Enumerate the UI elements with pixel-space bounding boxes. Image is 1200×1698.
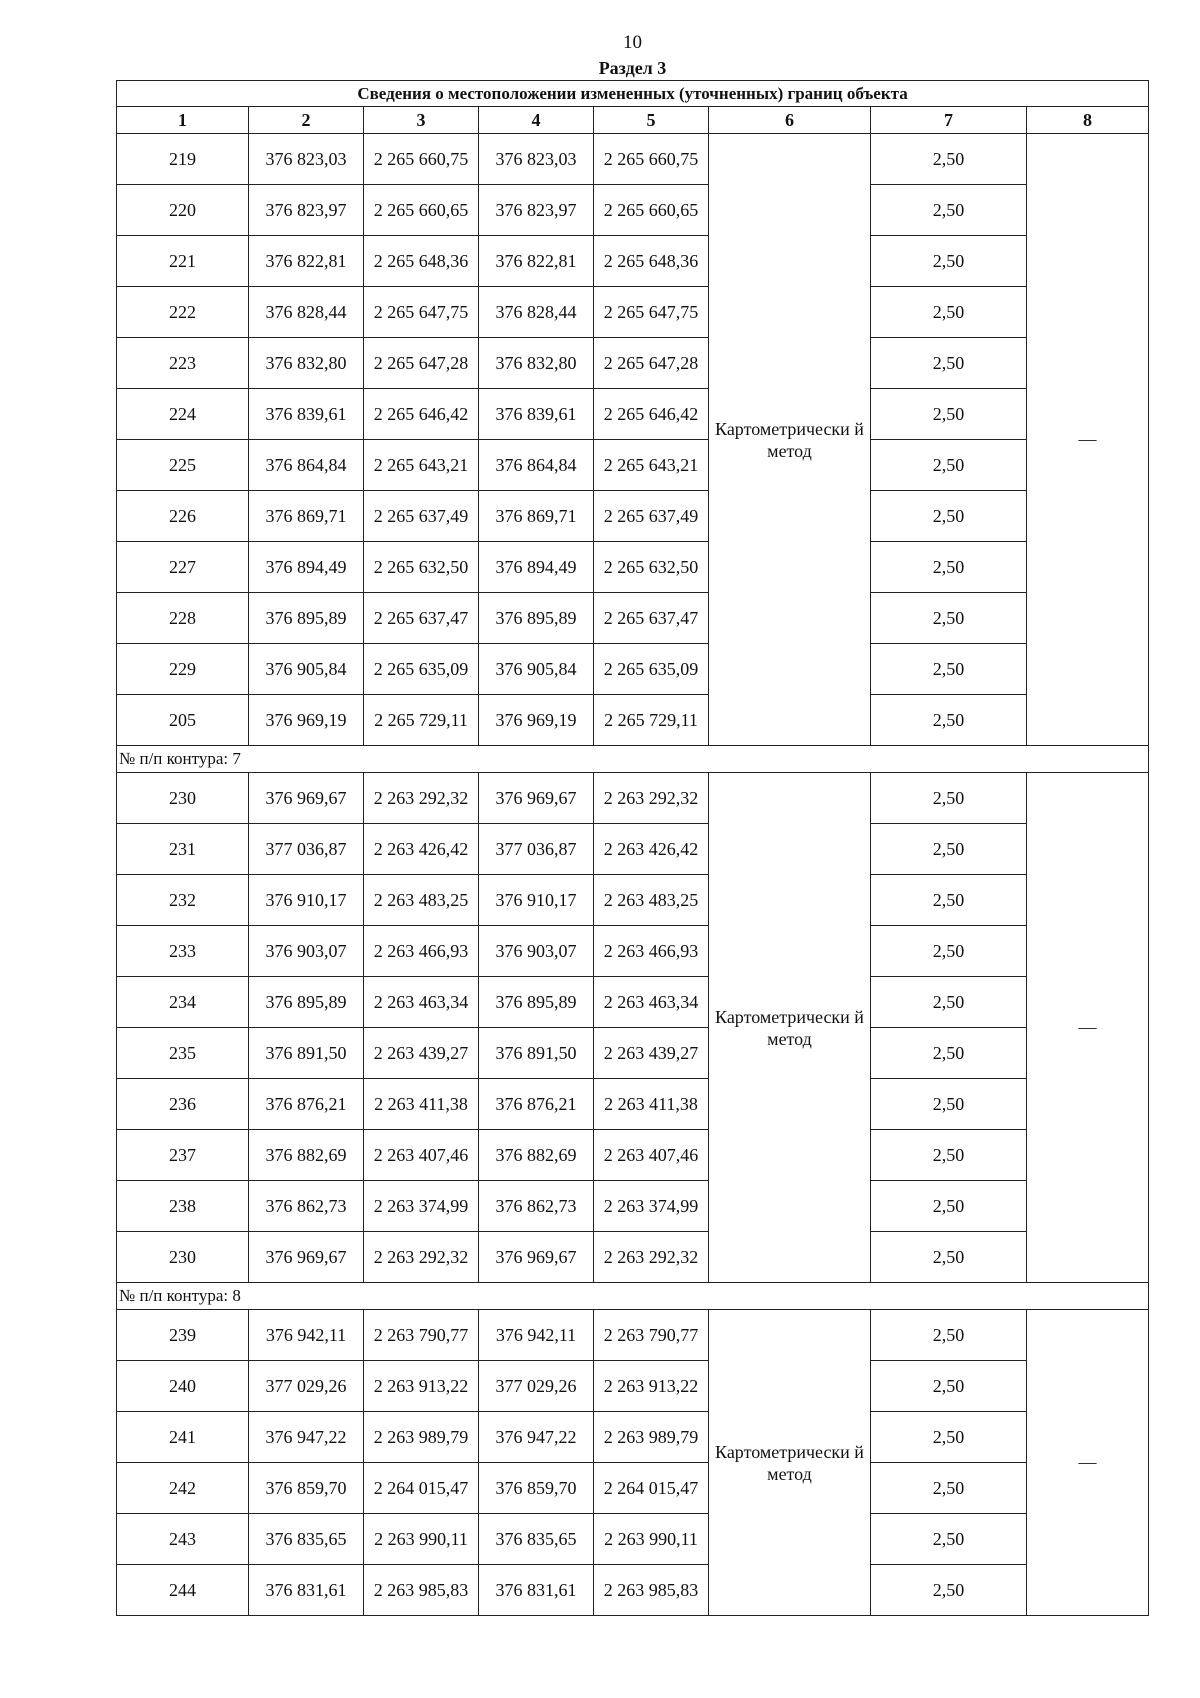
x-new-cell: 376 828,44 bbox=[479, 287, 594, 338]
x-new-cell: 376 942,11 bbox=[479, 1310, 594, 1361]
x-existing-cell: 376 942,11 bbox=[249, 1310, 364, 1361]
x-new-cell: 376 894,49 bbox=[479, 542, 594, 593]
y-new-cell: 2 263 374,99 bbox=[594, 1181, 709, 1232]
y-existing-cell: 2 265 632,50 bbox=[364, 542, 479, 593]
table-caption-row bbox=[117, 81, 1149, 107]
x-new-cell: 376 882,69 bbox=[479, 1130, 594, 1181]
point-number-cell: 241 bbox=[117, 1412, 249, 1463]
accuracy-cell: 2,50 bbox=[871, 1079, 1027, 1130]
notes-cell: — bbox=[1027, 134, 1149, 746]
y-new-cell: 2 263 439,27 bbox=[594, 1028, 709, 1079]
point-number-cell: 231 bbox=[117, 824, 249, 875]
column-header: 7 bbox=[871, 107, 1027, 134]
table-row bbox=[117, 1412, 1149, 1463]
x-new-cell: 376 859,70 bbox=[479, 1463, 594, 1514]
column-header: 8 bbox=[1027, 107, 1149, 134]
accuracy-cell: 2,50 bbox=[871, 1514, 1027, 1565]
table-row bbox=[117, 491, 1149, 542]
accuracy-cell: 2,50 bbox=[871, 440, 1027, 491]
point-number-cell: 225 bbox=[117, 440, 249, 491]
y-new-cell: 2 264 015,47 bbox=[594, 1463, 709, 1514]
x-existing-cell: 376 823,03 bbox=[249, 134, 364, 185]
y-existing-cell: 2 265 729,11 bbox=[364, 695, 479, 746]
method-cell: Картометрически й метод bbox=[709, 1310, 871, 1616]
point-number-cell: 205 bbox=[117, 695, 249, 746]
y-new-cell: 2 265 647,75 bbox=[594, 287, 709, 338]
accuracy-cell: 2,50 bbox=[871, 1181, 1027, 1232]
accuracy-cell: 2,50 bbox=[871, 185, 1027, 236]
section-title: Раздел 3 bbox=[598, 58, 667, 78]
table-row bbox=[117, 1181, 1149, 1232]
x-new-cell: 377 029,26 bbox=[479, 1361, 594, 1412]
y-existing-cell: 2 264 015,47 bbox=[364, 1463, 479, 1514]
x-existing-cell: 376 859,70 bbox=[249, 1463, 364, 1514]
x-existing-cell: 376 894,49 bbox=[249, 542, 364, 593]
y-new-cell: 2 263 913,22 bbox=[594, 1361, 709, 1412]
y-existing-cell: 2 265 637,47 bbox=[364, 593, 479, 644]
table-row bbox=[117, 1028, 1149, 1079]
table-row bbox=[117, 926, 1149, 977]
table-row bbox=[117, 1514, 1149, 1565]
table-row bbox=[117, 1310, 1149, 1361]
x-new-cell: 376 903,07 bbox=[479, 926, 594, 977]
x-existing-cell: 376 822,81 bbox=[249, 236, 364, 287]
x-existing-cell: 376 835,65 bbox=[249, 1514, 364, 1565]
point-number-cell: 235 bbox=[117, 1028, 249, 1079]
y-existing-cell: 2 263 374,99 bbox=[364, 1181, 479, 1232]
x-existing-cell: 376 903,07 bbox=[249, 926, 364, 977]
table-row bbox=[117, 593, 1149, 644]
y-existing-cell: 2 263 411,38 bbox=[364, 1079, 479, 1130]
point-number-cell: 224 bbox=[117, 389, 249, 440]
notes-cell: — bbox=[1027, 1310, 1149, 1616]
point-number-cell: 219 bbox=[117, 134, 249, 185]
x-new-cell: 376 822,81 bbox=[479, 236, 594, 287]
y-existing-cell: 2 265 660,75 bbox=[364, 134, 479, 185]
y-existing-cell: 2 263 426,42 bbox=[364, 824, 479, 875]
x-existing-cell: 376 882,69 bbox=[249, 1130, 364, 1181]
x-existing-cell: 377 036,87 bbox=[249, 824, 364, 875]
column-header: 3 bbox=[364, 107, 479, 134]
x-existing-cell: 376 862,73 bbox=[249, 1181, 364, 1232]
contour-label: № п/п контура: 8 bbox=[117, 1283, 1149, 1310]
y-existing-cell: 2 265 660,65 bbox=[364, 185, 479, 236]
x-existing-cell: 376 869,71 bbox=[249, 491, 364, 542]
x-existing-cell: 376 905,84 bbox=[249, 644, 364, 695]
point-number-cell: 236 bbox=[117, 1079, 249, 1130]
y-new-cell: 2 265 635,09 bbox=[594, 644, 709, 695]
x-new-cell: 376 869,71 bbox=[479, 491, 594, 542]
table-row bbox=[117, 134, 1149, 185]
y-existing-cell: 2 265 646,42 bbox=[364, 389, 479, 440]
x-existing-cell: 376 910,17 bbox=[249, 875, 364, 926]
table-row bbox=[117, 1361, 1149, 1412]
y-new-cell: 2 265 660,75 bbox=[594, 134, 709, 185]
table-row bbox=[117, 338, 1149, 389]
y-new-cell: 2 263 790,77 bbox=[594, 1310, 709, 1361]
y-new-cell: 2 265 643,21 bbox=[594, 440, 709, 491]
x-existing-cell: 376 876,21 bbox=[249, 1079, 364, 1130]
column-header: 6 bbox=[709, 107, 871, 134]
accuracy-cell: 2,50 bbox=[871, 1412, 1027, 1463]
x-existing-cell: 376 895,89 bbox=[249, 593, 364, 644]
y-existing-cell: 2 263 292,32 bbox=[364, 1232, 479, 1283]
column-header: 1 bbox=[117, 107, 249, 134]
y-new-cell: 2 263 463,34 bbox=[594, 977, 709, 1028]
y-existing-cell: 2 263 989,79 bbox=[364, 1412, 479, 1463]
point-number-cell: 230 bbox=[117, 1232, 249, 1283]
table-row bbox=[117, 1079, 1149, 1130]
y-existing-cell: 2 265 643,21 bbox=[364, 440, 479, 491]
x-new-cell: 376 905,84 bbox=[479, 644, 594, 695]
y-new-cell: 2 263 989,79 bbox=[594, 1412, 709, 1463]
x-new-cell: 376 839,61 bbox=[479, 389, 594, 440]
point-number-cell: 242 bbox=[117, 1463, 249, 1514]
y-existing-cell: 2 263 463,34 bbox=[364, 977, 479, 1028]
table-row bbox=[117, 542, 1149, 593]
accuracy-cell: 2,50 bbox=[871, 695, 1027, 746]
table-row bbox=[117, 236, 1149, 287]
x-existing-cell: 376 828,44 bbox=[249, 287, 364, 338]
y-existing-cell: 2 263 407,46 bbox=[364, 1130, 479, 1181]
accuracy-cell: 2,50 bbox=[871, 542, 1027, 593]
table-row bbox=[117, 644, 1149, 695]
y-new-cell: 2 263 466,93 bbox=[594, 926, 709, 977]
table-row bbox=[117, 875, 1149, 926]
x-new-cell: 376 876,21 bbox=[479, 1079, 594, 1130]
x-existing-cell: 376 839,61 bbox=[249, 389, 364, 440]
x-new-cell: 376 823,03 bbox=[479, 134, 594, 185]
point-number-cell: 222 bbox=[117, 287, 249, 338]
accuracy-cell: 2,50 bbox=[871, 491, 1027, 542]
coordinates-table bbox=[116, 80, 1149, 1616]
point-number-cell: 243 bbox=[117, 1514, 249, 1565]
y-new-cell: 2 265 637,49 bbox=[594, 491, 709, 542]
x-new-cell: 376 835,65 bbox=[479, 1514, 594, 1565]
y-new-cell: 2 265 632,50 bbox=[594, 542, 709, 593]
point-number-cell: 230 bbox=[117, 773, 249, 824]
accuracy-cell: 2,50 bbox=[871, 926, 1027, 977]
point-number-cell: 238 bbox=[117, 1181, 249, 1232]
accuracy-cell: 2,50 bbox=[871, 389, 1027, 440]
method-cell: Картометрически й метод bbox=[709, 773, 871, 1283]
table-row bbox=[117, 440, 1149, 491]
y-new-cell: 2 263 985,83 bbox=[594, 1565, 709, 1616]
y-existing-cell: 2 263 985,83 bbox=[364, 1565, 479, 1616]
table-row bbox=[117, 1232, 1149, 1283]
y-existing-cell: 2 263 483,25 bbox=[364, 875, 479, 926]
y-new-cell: 2 265 660,65 bbox=[594, 185, 709, 236]
y-new-cell: 2 263 426,42 bbox=[594, 824, 709, 875]
x-existing-cell: 376 832,80 bbox=[249, 338, 364, 389]
y-existing-cell: 2 263 790,77 bbox=[364, 1310, 479, 1361]
y-new-cell: 2 263 483,25 bbox=[594, 875, 709, 926]
table-row bbox=[117, 695, 1149, 746]
accuracy-cell: 2,50 bbox=[871, 593, 1027, 644]
table-row bbox=[117, 977, 1149, 1028]
x-existing-cell: 376 831,61 bbox=[249, 1565, 364, 1616]
point-number-cell: 240 bbox=[117, 1361, 249, 1412]
y-new-cell: 2 265 647,28 bbox=[594, 338, 709, 389]
point-number-cell: 223 bbox=[117, 338, 249, 389]
x-existing-cell: 376 947,22 bbox=[249, 1412, 364, 1463]
y-new-cell: 2 263 292,32 bbox=[594, 1232, 709, 1283]
x-new-cell: 376 864,84 bbox=[479, 440, 594, 491]
point-number-cell: 220 bbox=[117, 185, 249, 236]
point-number-cell: 232 bbox=[117, 875, 249, 926]
table-header-row bbox=[117, 107, 1149, 134]
point-number-cell: 233 bbox=[117, 926, 249, 977]
point-number-cell: 244 bbox=[117, 1565, 249, 1616]
x-new-cell: 376 969,67 bbox=[479, 773, 594, 824]
accuracy-cell: 2,50 bbox=[871, 977, 1027, 1028]
table-row bbox=[117, 287, 1149, 338]
y-existing-cell: 2 265 648,36 bbox=[364, 236, 479, 287]
accuracy-cell: 2,50 bbox=[871, 644, 1027, 695]
y-existing-cell: 2 263 439,27 bbox=[364, 1028, 479, 1079]
accuracy-cell: 2,50 bbox=[871, 236, 1027, 287]
x-new-cell: 376 895,89 bbox=[479, 593, 594, 644]
accuracy-cell: 2,50 bbox=[871, 134, 1027, 185]
x-new-cell: 377 036,87 bbox=[479, 824, 594, 875]
accuracy-cell: 2,50 bbox=[871, 875, 1027, 926]
point-number-cell: 228 bbox=[117, 593, 249, 644]
x-new-cell: 376 862,73 bbox=[479, 1181, 594, 1232]
x-new-cell: 376 947,22 bbox=[479, 1412, 594, 1463]
contour-row bbox=[117, 1283, 1149, 1310]
column-header: 5 bbox=[594, 107, 709, 134]
y-new-cell: 2 263 407,46 bbox=[594, 1130, 709, 1181]
point-number-cell: 227 bbox=[117, 542, 249, 593]
table-row bbox=[117, 389, 1149, 440]
x-new-cell: 376 823,97 bbox=[479, 185, 594, 236]
accuracy-cell: 2,50 bbox=[871, 338, 1027, 389]
accuracy-cell: 2,50 bbox=[871, 1361, 1027, 1412]
x-existing-cell: 377 029,26 bbox=[249, 1361, 364, 1412]
table-row bbox=[117, 1463, 1149, 1514]
x-new-cell: 376 895,89 bbox=[479, 977, 594, 1028]
notes-cell: — bbox=[1027, 773, 1149, 1283]
method-cell: Картометрически й метод bbox=[709, 134, 871, 746]
point-number-cell: 229 bbox=[117, 644, 249, 695]
accuracy-cell: 2,50 bbox=[871, 1028, 1027, 1079]
x-existing-cell: 376 895,89 bbox=[249, 977, 364, 1028]
x-new-cell: 376 969,67 bbox=[479, 1232, 594, 1283]
table-row bbox=[117, 1565, 1149, 1616]
y-existing-cell: 2 263 990,11 bbox=[364, 1514, 479, 1565]
x-existing-cell: 376 823,97 bbox=[249, 185, 364, 236]
contour-row bbox=[117, 746, 1149, 773]
accuracy-cell: 2,50 bbox=[871, 1463, 1027, 1514]
y-existing-cell: 2 265 647,28 bbox=[364, 338, 479, 389]
table-caption: Сведения о местоположении измененных (уточненных) границ объекта bbox=[117, 81, 1149, 107]
page-number: 10 bbox=[623, 32, 642, 53]
table-row bbox=[117, 185, 1149, 236]
y-new-cell: 2 263 411,38 bbox=[594, 1079, 709, 1130]
x-existing-cell: 376 969,19 bbox=[249, 695, 364, 746]
point-number-cell: 226 bbox=[117, 491, 249, 542]
column-header: 4 bbox=[479, 107, 594, 134]
y-existing-cell: 2 265 647,75 bbox=[364, 287, 479, 338]
y-new-cell: 2 263 990,11 bbox=[594, 1514, 709, 1565]
table-row bbox=[117, 824, 1149, 875]
point-number-cell: 239 bbox=[117, 1310, 249, 1361]
x-new-cell: 376 891,50 bbox=[479, 1028, 594, 1079]
point-number-cell: 221 bbox=[117, 236, 249, 287]
y-new-cell: 2 265 648,36 bbox=[594, 236, 709, 287]
accuracy-cell: 2,50 bbox=[871, 773, 1027, 824]
y-new-cell: 2 263 292,32 bbox=[594, 773, 709, 824]
column-header: 2 bbox=[249, 107, 364, 134]
x-existing-cell: 376 969,67 bbox=[249, 773, 364, 824]
x-new-cell: 376 831,61 bbox=[479, 1565, 594, 1616]
y-existing-cell: 2 263 292,32 bbox=[364, 773, 479, 824]
y-existing-cell: 2 263 913,22 bbox=[364, 1361, 479, 1412]
y-existing-cell: 2 263 466,93 bbox=[364, 926, 479, 977]
y-new-cell: 2 265 637,47 bbox=[594, 593, 709, 644]
accuracy-cell: 2,50 bbox=[871, 1565, 1027, 1616]
x-new-cell: 376 832,80 bbox=[479, 338, 594, 389]
y-existing-cell: 2 265 635,09 bbox=[364, 644, 479, 695]
x-new-cell: 376 910,17 bbox=[479, 875, 594, 926]
x-existing-cell: 376 969,67 bbox=[249, 1232, 364, 1283]
accuracy-cell: 2,50 bbox=[871, 1232, 1027, 1283]
table-row bbox=[117, 773, 1149, 824]
accuracy-cell: 2,50 bbox=[871, 824, 1027, 875]
table-row bbox=[117, 1130, 1149, 1181]
accuracy-cell: 2,50 bbox=[871, 1130, 1027, 1181]
point-number-cell: 237 bbox=[117, 1130, 249, 1181]
y-new-cell: 2 265 729,11 bbox=[594, 695, 709, 746]
point-number-cell: 234 bbox=[117, 977, 249, 1028]
x-new-cell: 376 969,19 bbox=[479, 695, 594, 746]
accuracy-cell: 2,50 bbox=[871, 287, 1027, 338]
x-existing-cell: 376 891,50 bbox=[249, 1028, 364, 1079]
accuracy-cell: 2,50 bbox=[871, 1310, 1027, 1361]
contour-label: № п/п контура: 7 bbox=[117, 746, 1149, 773]
y-new-cell: 2 265 646,42 bbox=[594, 389, 709, 440]
y-existing-cell: 2 265 637,49 bbox=[364, 491, 479, 542]
x-existing-cell: 376 864,84 bbox=[249, 440, 364, 491]
